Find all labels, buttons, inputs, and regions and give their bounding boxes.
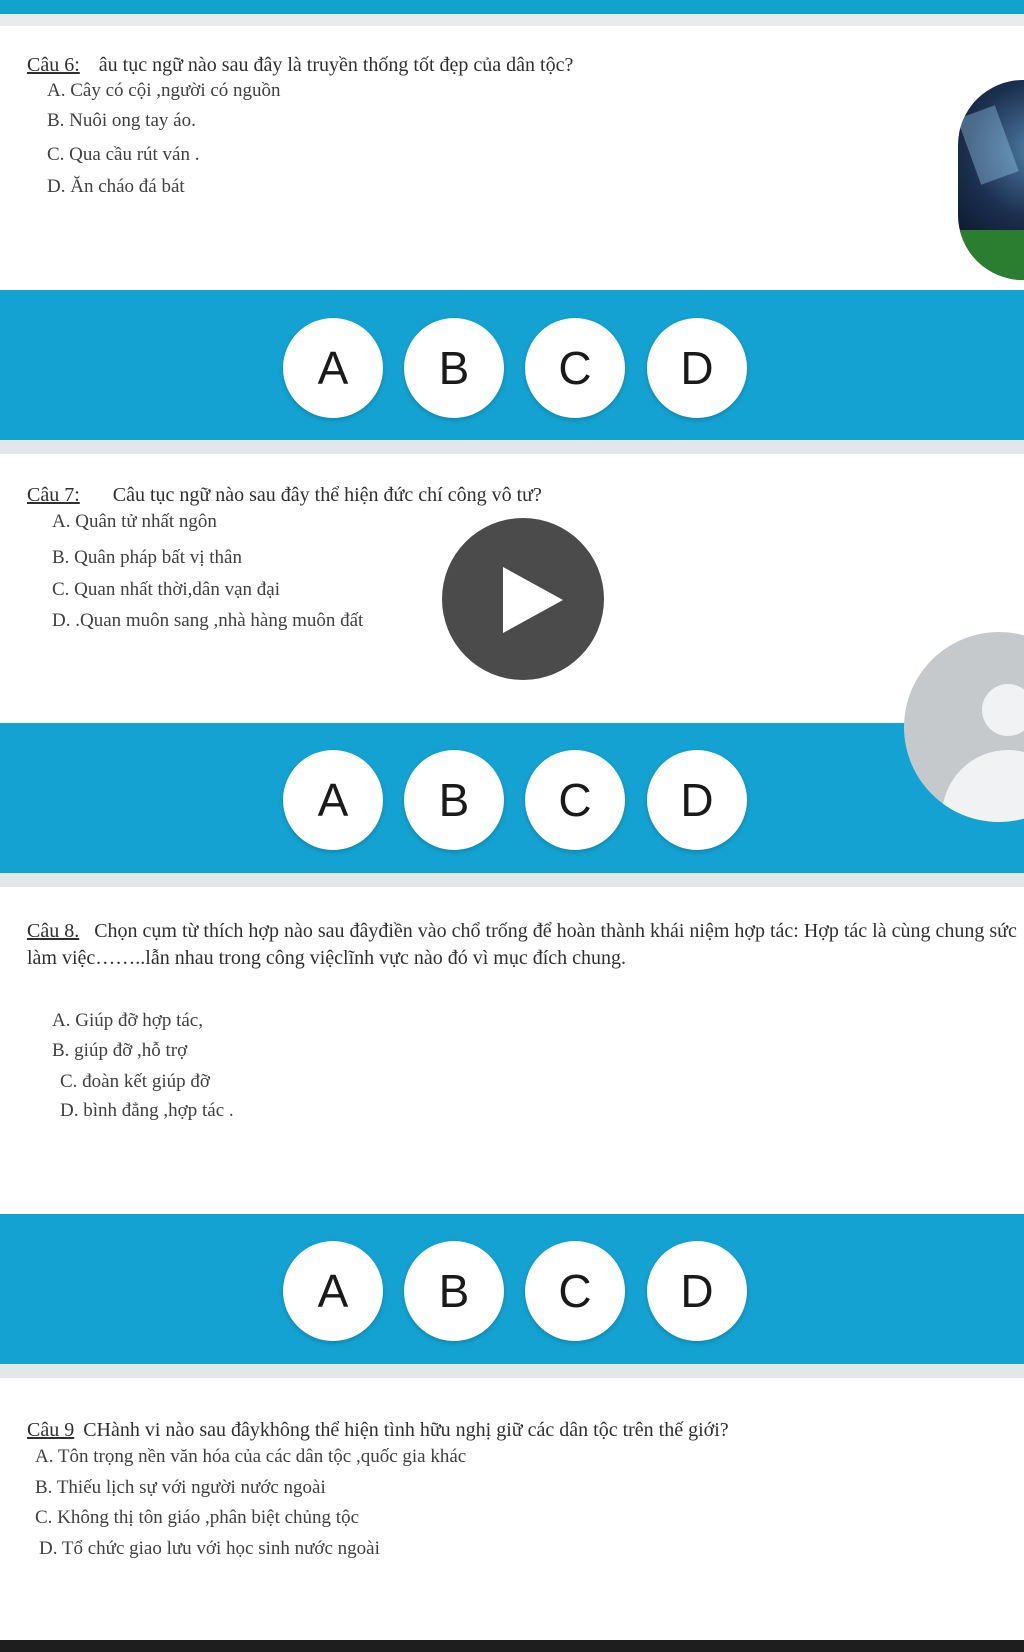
answer-d-button-q8[interactable]: D: [647, 1241, 747, 1341]
question-7-option-c: C. Quan nhất thời,dân vạn đại: [52, 579, 280, 600]
play-icon: [497, 565, 567, 635]
top-divider: [0, 14, 1024, 26]
band-divider: [0, 440, 1024, 454]
question-7-option-d: D. .Quan muôn sang ,nhà hàng muôn đất: [52, 610, 364, 631]
answer-band-q7: [0, 723, 1024, 873]
question-7-text: Câu tục ngữ nào sau đây thể hiện đức chí công vô tư?: [112, 484, 542, 506]
question-9-title: [27, 1419, 729, 1442]
avatar-head: [982, 684, 1024, 736]
band-divider: [0, 1364, 1024, 1378]
answer-c-button-q6[interactable]: C: [525, 318, 625, 418]
question-7-title: [27, 484, 542, 507]
question-8-option-d: D. bình đẳng ,hợp tác .: [60, 1100, 234, 1121]
video-thumbnail[interactable]: [958, 80, 1024, 280]
answer-band-q6: [0, 290, 1024, 440]
band-divider: [0, 873, 1024, 887]
question-6-option-a: A. Cây có cội ,người có nguồn: [47, 80, 281, 101]
question-6-number: Câu 6:: [27, 54, 80, 76]
question-8-option-c: C. đoàn kết giúp đỡ: [60, 1071, 210, 1092]
question-9-number: Câu 9: [27, 1419, 75, 1441]
answer-d-button-q6[interactable]: D: [647, 318, 747, 418]
bottom-bar: [0, 1640, 1024, 1652]
question-7-option-b: B. Quân pháp bất vị thân: [52, 547, 242, 568]
question-6-option-c: C. Qua cầu rút ván .: [47, 144, 200, 165]
answer-b-button-q7[interactable]: B: [404, 750, 504, 850]
question-9-option-c: C. Không thị tôn giáo ,phân biệt chủng tộc: [35, 1507, 360, 1528]
thumbnail-light: [958, 105, 1019, 184]
question-6-text: âu tục ngữ nào sau đây là truyền thống tốt đẹp của dân tộc?: [98, 54, 574, 76]
question-9-option-b: B. Thiếu lịch sự với người nước ngoài: [35, 1477, 326, 1498]
question-8-title: [27, 918, 1017, 972]
answer-a-button-q7[interactable]: A: [283, 750, 383, 850]
answer-c-button-q8[interactable]: C: [525, 1241, 625, 1341]
avatar-shoulders: [942, 750, 1024, 822]
video-play-button[interactable]: [442, 518, 604, 680]
question-6-title: [27, 54, 573, 77]
question-7-number: Câu 7:: [27, 484, 80, 506]
question-6-option-d: D. Ăn cháo đá bát: [47, 176, 185, 197]
thumbnail-grass: [958, 230, 1024, 280]
question-9-text: CHành vi nào sau đâykhông thể hiện tình hữu nghị giữ các dân tộc trên thế giới?: [83, 1419, 729, 1441]
top-accent-bar: [0, 0, 1024, 14]
question-7-option-a: A. Quân tử nhất ngôn: [52, 511, 217, 532]
answer-b-button-q6[interactable]: B: [404, 318, 504, 418]
question-6-option-b: B. Nuôi ong tay áo.: [47, 110, 196, 131]
answer-d-button-q7[interactable]: D: [647, 750, 747, 850]
question-8-option-b: B. giúp đỡ ,hỗ trợ: [52, 1040, 188, 1061]
question-9-option-a: A. Tôn trọng nền văn hóa của các dân tộc ,quốc gia khác: [35, 1446, 467, 1467]
answer-band-q8: [0, 1214, 1024, 1364]
answer-c-button-q7[interactable]: C: [525, 750, 625, 850]
answer-a-button-q8[interactable]: A: [283, 1241, 383, 1341]
question-8-number: Câu 8.: [27, 920, 80, 942]
answer-b-button-q8[interactable]: B: [404, 1241, 504, 1341]
answer-a-button-q6[interactable]: A: [283, 318, 383, 418]
question-8-text: Chọn cụm từ thích hợp nào sau đâyđiền vào chổ trống để hoàn thành khái niệm hợp tác: Hợp tác là cùng chung sức làm việc……..lẫn nhau trong công việclĩnh vực nào đó vì mục đích chung.: [27, 920, 1017, 969]
question-9-option-d: D. Tổ chức giao lưu với học sinh nước ngoài: [39, 1538, 380, 1559]
question-8-option-a: A. Giúp đỡ hợp tác,: [52, 1010, 203, 1031]
